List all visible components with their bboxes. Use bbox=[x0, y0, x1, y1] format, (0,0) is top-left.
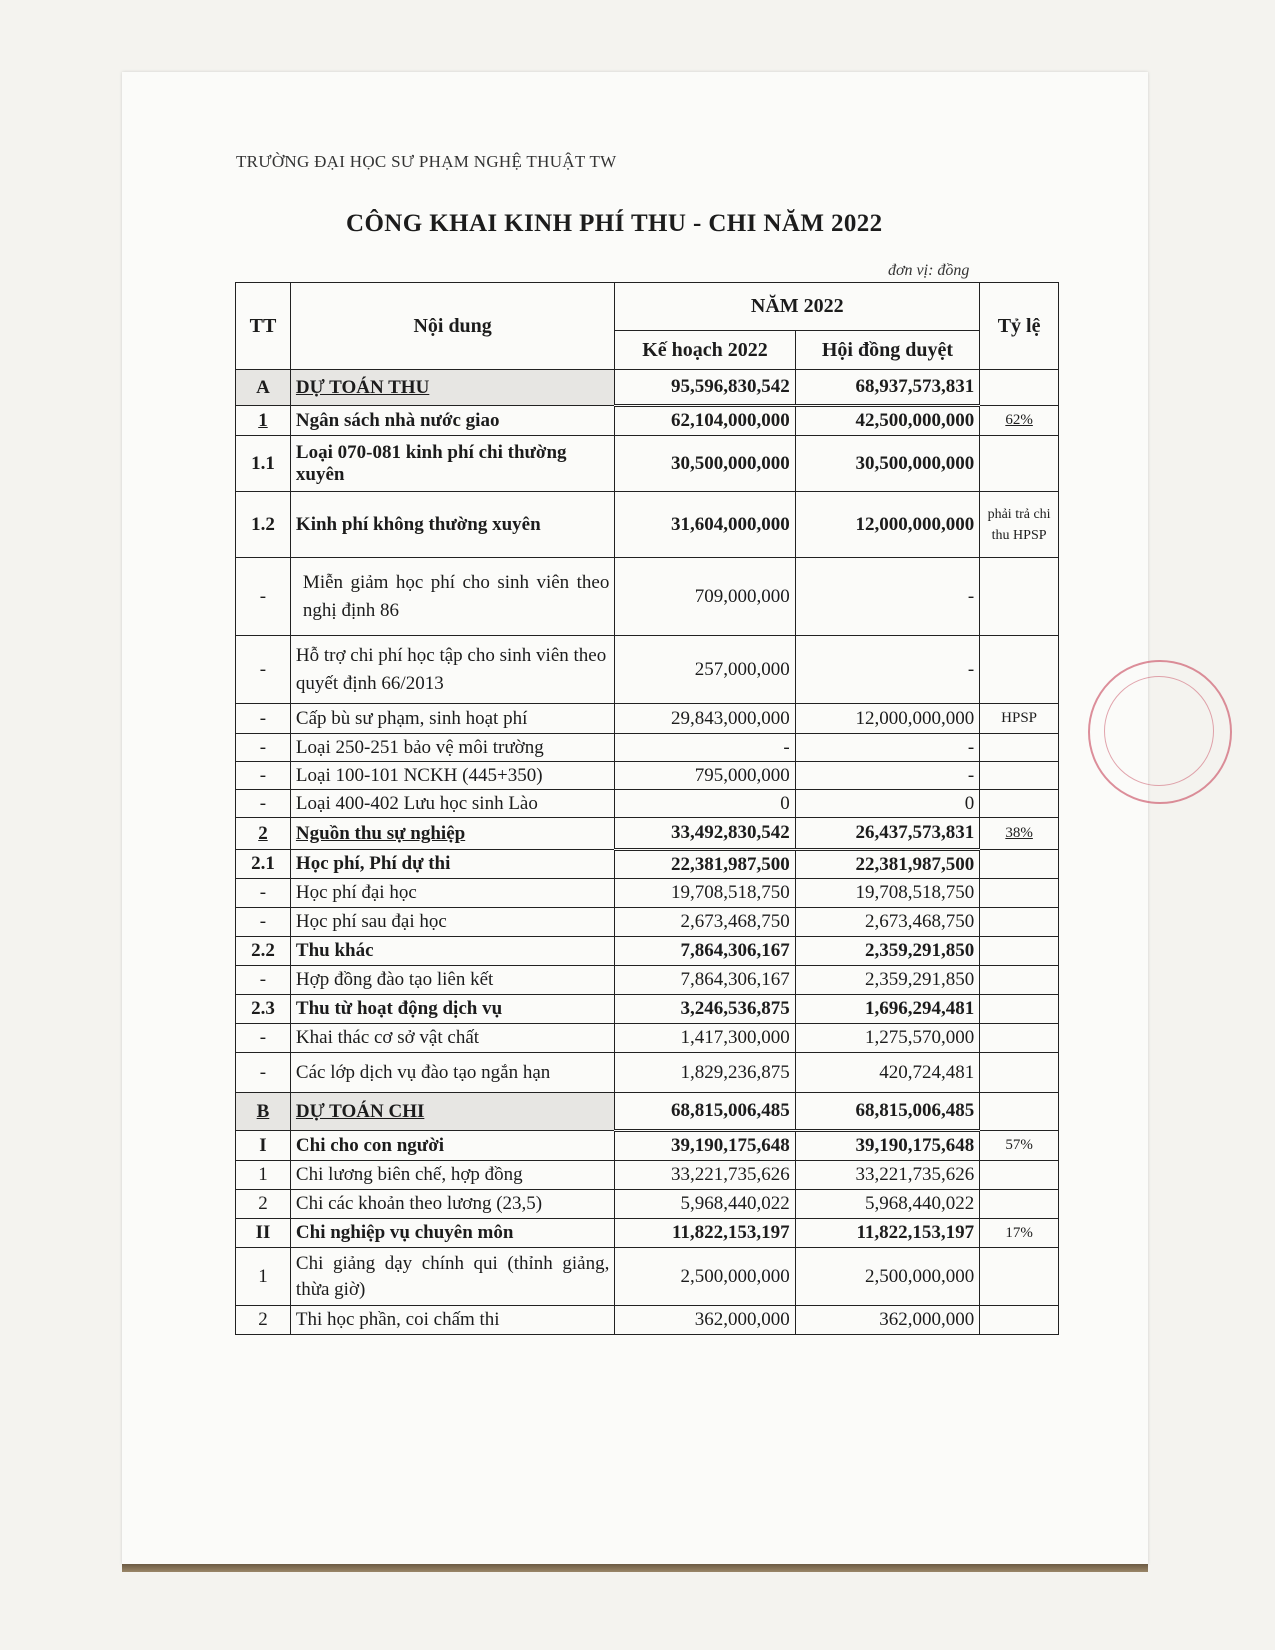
table-row bbox=[236, 1161, 1059, 1190]
row-approved: - bbox=[795, 558, 980, 636]
row-content: Loại 100-101 NCKH (445+350) bbox=[290, 762, 614, 790]
row-plan: 0 bbox=[615, 790, 795, 818]
row-approved: 2,359,291,850 bbox=[795, 966, 980, 995]
row-rate: 57% bbox=[980, 1131, 1059, 1161]
row-approved: 30,500,000,000 bbox=[795, 436, 980, 492]
header-approved: Hội đồng duyệt bbox=[795, 331, 980, 370]
row-tt: I bbox=[236, 1131, 291, 1161]
row-approved: 420,724,481 bbox=[795, 1053, 980, 1093]
row-tt: 2.2 bbox=[236, 937, 291, 966]
row-rate bbox=[980, 937, 1059, 966]
row-rate bbox=[980, 850, 1059, 879]
row-tt: - bbox=[236, 762, 291, 790]
table-row bbox=[236, 558, 1059, 636]
row-plan: 62,104,000,000 bbox=[615, 406, 795, 436]
row-approved: 2,500,000,000 bbox=[795, 1248, 980, 1306]
row-approved: 68,937,573,831 bbox=[795, 370, 980, 406]
row-tt: 1.2 bbox=[236, 492, 291, 558]
table-row bbox=[236, 818, 1059, 850]
row-rate bbox=[980, 908, 1059, 937]
row-content: DỰ TOÁN THU bbox=[290, 370, 614, 406]
row-plan: 5,968,440,022 bbox=[615, 1190, 795, 1219]
row-plan: 7,864,306,167 bbox=[615, 966, 795, 995]
row-content: DỰ TOÁN CHI bbox=[290, 1093, 614, 1131]
row-content: Loại 250-251 bảo vệ môi trường bbox=[290, 734, 614, 762]
table-row bbox=[236, 370, 1059, 406]
row-approved: 2,359,291,850 bbox=[795, 937, 980, 966]
row-rate bbox=[980, 370, 1059, 406]
row-plan: 95,596,830,542 bbox=[615, 370, 795, 406]
row-tt: B bbox=[236, 1093, 291, 1131]
table-row bbox=[236, 1248, 1059, 1306]
row-approved: 2,673,468,750 bbox=[795, 908, 980, 937]
row-rate: 38% bbox=[980, 818, 1059, 850]
row-tt: - bbox=[236, 558, 291, 636]
row-content: Chi giảng dạy chính qui (thỉnh giảng, thừa giờ) bbox=[290, 1248, 614, 1306]
table-row bbox=[236, 762, 1059, 790]
row-tt: - bbox=[236, 1024, 291, 1053]
row-tt: 2.3 bbox=[236, 995, 291, 1024]
row-content: Các lớp dịch vụ đào tạo ngắn hạn bbox=[290, 1053, 614, 1093]
row-content: Kinh phí không thường xuyên bbox=[290, 492, 614, 558]
row-tt: 2 bbox=[236, 818, 291, 850]
table-row bbox=[236, 704, 1059, 734]
row-plan: 11,822,153,197 bbox=[615, 1219, 795, 1248]
document-title: CÔNG KHAI KINH PHÍ THU - CHI NĂM 2022 bbox=[346, 210, 883, 237]
row-plan: 709,000,000 bbox=[615, 558, 795, 636]
row-rate bbox=[980, 734, 1059, 762]
row-approved: 12,000,000,000 bbox=[795, 704, 980, 734]
row-approved: - bbox=[795, 734, 980, 762]
row-approved: 11,822,153,197 bbox=[795, 1219, 980, 1248]
row-content: Học phí, Phí dự thi bbox=[290, 850, 614, 879]
table-row bbox=[236, 995, 1059, 1024]
table-row bbox=[236, 1024, 1059, 1053]
row-rate bbox=[980, 1053, 1059, 1093]
row-plan: 257,000,000 bbox=[615, 636, 795, 704]
row-tt: - bbox=[236, 966, 291, 995]
row-approved: 1,696,294,481 bbox=[795, 995, 980, 1024]
row-rate bbox=[980, 995, 1059, 1024]
row-tt: II bbox=[236, 1219, 291, 1248]
row-content: Chi cho con người bbox=[290, 1131, 614, 1161]
table-row bbox=[236, 406, 1059, 436]
header-rate: Tỷ lệ bbox=[980, 283, 1059, 370]
row-approved: - bbox=[795, 762, 980, 790]
row-tt: - bbox=[236, 636, 291, 704]
row-content: Chi các khoản theo lương (23,5) bbox=[290, 1190, 614, 1219]
row-approved: - bbox=[795, 636, 980, 704]
row-tt: - bbox=[236, 704, 291, 734]
row-approved: 26,437,573,831 bbox=[795, 818, 980, 850]
row-approved: 1,275,570,000 bbox=[795, 1024, 980, 1053]
row-approved: 362,000,000 bbox=[795, 1306, 980, 1335]
row-plan: 795,000,000 bbox=[615, 762, 795, 790]
row-tt: - bbox=[236, 734, 291, 762]
unit-note: đơn vị: đồng bbox=[888, 262, 970, 279]
row-approved: 39,190,175,648 bbox=[795, 1131, 980, 1161]
row-content: Thu khác bbox=[290, 937, 614, 966]
row-rate: 17% bbox=[980, 1219, 1059, 1248]
row-rate bbox=[980, 790, 1059, 818]
row-rate bbox=[980, 879, 1059, 908]
row-plan: 3,246,536,875 bbox=[615, 995, 795, 1024]
table-row bbox=[236, 1219, 1059, 1248]
row-tt: 2 bbox=[236, 1306, 291, 1335]
row-tt: A bbox=[236, 370, 291, 406]
row-content: Hỗ trợ chi phí học tập cho sinh viên theo quyết định 66/2013 bbox=[290, 636, 614, 704]
organization-name: TRƯỜNG ĐẠI HỌC SƯ PHẠM NGHỆ THUẬT TW bbox=[236, 152, 617, 171]
row-approved: 68,815,006,485 bbox=[795, 1093, 980, 1131]
row-rate: HPSP bbox=[980, 704, 1059, 734]
row-rate bbox=[980, 436, 1059, 492]
row-rate bbox=[980, 1161, 1059, 1190]
row-plan: 39,190,175,648 bbox=[615, 1131, 795, 1161]
row-rate: 62% bbox=[980, 406, 1059, 436]
row-tt: 2.1 bbox=[236, 850, 291, 879]
row-approved: 22,381,987,500 bbox=[795, 850, 980, 879]
table-row bbox=[236, 636, 1059, 704]
row-plan: 19,708,518,750 bbox=[615, 879, 795, 908]
row-approved: 33,221,735,626 bbox=[795, 1161, 980, 1190]
row-rate bbox=[980, 762, 1059, 790]
row-rate bbox=[980, 1248, 1059, 1306]
row-plan: 2,673,468,750 bbox=[615, 908, 795, 937]
row-tt: 2 bbox=[236, 1190, 291, 1219]
row-plan: - bbox=[615, 734, 795, 762]
row-tt: - bbox=[236, 790, 291, 818]
row-rate bbox=[980, 1190, 1059, 1219]
row-content: Hợp đồng đào tạo liên kết bbox=[290, 966, 614, 995]
row-content: Loại 400-402 Lưu học sinh Lào bbox=[290, 790, 614, 818]
row-plan: 1,417,300,000 bbox=[615, 1024, 795, 1053]
row-rate bbox=[980, 636, 1059, 704]
table-row bbox=[236, 1093, 1059, 1131]
table-row bbox=[236, 790, 1059, 818]
table-row bbox=[236, 908, 1059, 937]
table-row bbox=[236, 1131, 1059, 1161]
table-row bbox=[236, 1306, 1059, 1335]
row-content: Cấp bù sư phạm, sinh hoạt phí bbox=[290, 704, 614, 734]
row-plan: 362,000,000 bbox=[615, 1306, 795, 1335]
row-rate: phải trả chi thu HPSP bbox=[980, 492, 1059, 558]
row-plan: 2,500,000,000 bbox=[615, 1248, 795, 1306]
row-plan: 7,864,306,167 bbox=[615, 937, 795, 966]
row-plan: 30,500,000,000 bbox=[615, 436, 795, 492]
row-rate bbox=[980, 1093, 1059, 1131]
row-content: Ngân sách nhà nước giao bbox=[290, 406, 614, 436]
row-content: Chi nghiệp vụ chuyên môn bbox=[290, 1219, 614, 1248]
row-rate bbox=[980, 1024, 1059, 1053]
row-plan: 33,221,735,626 bbox=[615, 1161, 795, 1190]
row-content: Miễn giảm học phí cho sinh viên theo nghị định 86 bbox=[290, 558, 614, 636]
table-row bbox=[236, 966, 1059, 995]
row-content: Học phí đại học bbox=[290, 879, 614, 908]
row-rate bbox=[980, 1306, 1059, 1335]
row-approved: 0 bbox=[795, 790, 980, 818]
row-content: Nguồn thu sự nghiệp bbox=[290, 818, 614, 850]
row-content: Thu từ hoạt động dịch vụ bbox=[290, 995, 614, 1024]
row-tt: 1.1 bbox=[236, 436, 291, 492]
header-year: NĂM 2022 bbox=[615, 283, 980, 331]
row-tt: 1 bbox=[236, 1248, 291, 1306]
header-content: Nội dung bbox=[290, 283, 614, 370]
row-tt: 1 bbox=[236, 1161, 291, 1190]
table-row bbox=[236, 1190, 1059, 1219]
row-tt: - bbox=[236, 1053, 291, 1093]
row-approved: 42,500,000,000 bbox=[795, 406, 980, 436]
row-plan: 22,381,987,500 bbox=[615, 850, 795, 879]
row-tt: 1 bbox=[236, 406, 291, 436]
table-row bbox=[236, 937, 1059, 966]
header-tt: TT bbox=[236, 283, 291, 370]
row-content: Thi học phần, coi chấm thi bbox=[290, 1306, 614, 1335]
row-approved: 5,968,440,022 bbox=[795, 1190, 980, 1219]
row-tt: - bbox=[236, 908, 291, 937]
table-row bbox=[236, 436, 1059, 492]
official-seal-inner-ring bbox=[1104, 676, 1214, 786]
budget-table bbox=[235, 282, 1059, 1335]
row-plan: 68,815,006,485 bbox=[615, 1093, 795, 1131]
row-content: Khai thác cơ sở vật chất bbox=[290, 1024, 614, 1053]
row-plan: 33,492,830,542 bbox=[615, 818, 795, 850]
row-content: Loại 070-081 kinh phí chi thường xuyên bbox=[290, 436, 614, 492]
row-plan: 1,829,236,875 bbox=[615, 1053, 795, 1093]
table-row bbox=[236, 879, 1059, 908]
row-approved: 19,708,518,750 bbox=[795, 879, 980, 908]
header-plan: Kế hoạch 2022 bbox=[615, 331, 795, 370]
row-plan: 29,843,000,000 bbox=[615, 704, 795, 734]
table-row bbox=[236, 492, 1059, 558]
table-row bbox=[236, 1053, 1059, 1093]
row-approved: 12,000,000,000 bbox=[795, 492, 980, 558]
table-row bbox=[236, 734, 1059, 762]
page-edge bbox=[122, 1564, 1148, 1572]
row-content: Chi lương biên chế, hợp đồng bbox=[290, 1161, 614, 1190]
row-content: Học phí sau đại học bbox=[290, 908, 614, 937]
row-rate bbox=[980, 966, 1059, 995]
table-row bbox=[236, 850, 1059, 879]
row-rate bbox=[980, 558, 1059, 636]
row-plan: 31,604,000,000 bbox=[615, 492, 795, 558]
row-tt: - bbox=[236, 879, 291, 908]
